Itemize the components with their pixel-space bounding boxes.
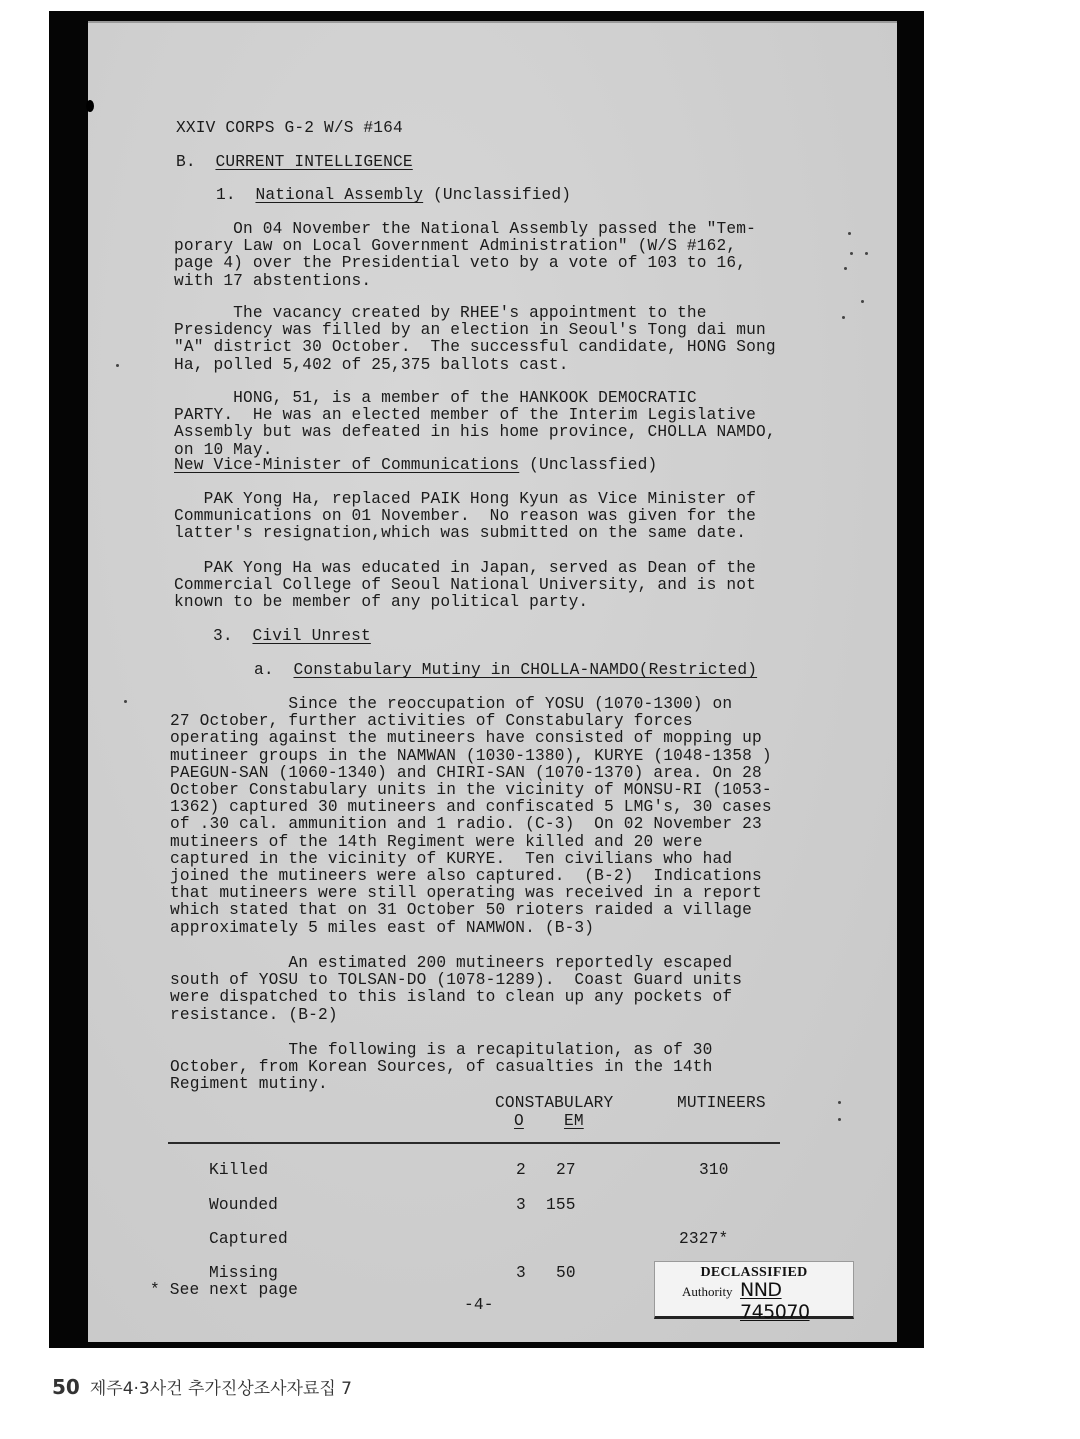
text-line: October, from Korean Sources, of casualties in the 14th [170, 1058, 713, 1077]
subitem-title: Constabulary Mutiny in CHOLLA-NAMDO(Restricted) [293, 661, 758, 679]
paragraph [174, 305, 776, 374]
speck-mark [861, 300, 864, 303]
paragraph [174, 560, 756, 612]
speck-mark [865, 252, 868, 255]
text-line: Communications on 01 November. No reason was given for the [174, 507, 756, 526]
cell-officers: 3 [516, 1264, 526, 1282]
text-line: were dispatched to this island to clean up any pockets of [170, 988, 733, 1007]
item-title: Civil Unrest [252, 627, 371, 645]
row-label: Wounded [209, 1196, 279, 1214]
text-line: 27 October, further activities of Constabulary forces [170, 712, 693, 731]
text-line: Ha, polled 5,402 of 25,375 ballots cast. [174, 355, 569, 374]
text-line: PAK Yong Ha, replaced PAIK Hong Kyun as Vice Minister of [174, 490, 756, 508]
text-line: PAK Yong Ha was educated in Japan, served as Dean of the [174, 559, 756, 577]
row-label: Missing [209, 1264, 279, 1282]
paragraph [174, 491, 756, 543]
text-line: The vacancy created by RHEE's appointment to the [174, 304, 707, 322]
cell-enlisted: 50 [556, 1264, 576, 1282]
text-line: Presidency was filled by an election in Seoul's Tong dai mun [174, 321, 766, 340]
text-line: HONG, 51, is a member of the HANKOOK DEMOCRATIC [174, 389, 697, 407]
text-line: of .30 cal. ammunition and 1 radio. (C-3) On 02 November 23 [170, 815, 762, 834]
speck-mark [850, 252, 853, 255]
cell-officers: 3 [516, 1196, 526, 1214]
text-line: latter's resignation,which was submitted on the same date. [174, 524, 747, 543]
text-line: page 4) over the Presidential veto by a vote of 103 to 16, [174, 254, 747, 273]
text-line: October Constabulary units in the vicinity of MONSU-RI (1053- [170, 781, 772, 800]
text-line: The following is a recapitulation, as of 30 [170, 1041, 713, 1059]
speck-mark [116, 364, 119, 367]
stamp-authority-label: Authority [682, 1284, 733, 1299]
item-heading-civil-unrest [213, 628, 371, 645]
item-classification: (Unclassified) [433, 186, 572, 204]
item-heading-vice-minister [174, 457, 657, 474]
footnote: * See next page [150, 1281, 298, 1299]
text-line: PARTY. He was an elected member of the Interim Legislative [174, 406, 756, 425]
cell-officers: 2 [516, 1161, 526, 1179]
speck-mark [838, 1118, 841, 1121]
speck-mark [124, 700, 127, 703]
text-line: Assembly but was defeated in his home province, CHOLLA NAMDO, [174, 423, 776, 442]
item-number: 3. [213, 627, 233, 645]
text-line: south of YOSU to TOLSAN-DO (1078-1289). Coast Guard units [170, 971, 743, 990]
text-line: 1362) captured 30 mutineers and confiscated 5 LMG's, 30 cases [170, 798, 772, 817]
text-line: with 17 abstentions. [174, 271, 372, 290]
text-line: approximately 5 miles east of NAMWON. (B-3) [170, 918, 595, 937]
text-line: which stated that on 31 October 50 rioters raided a village [170, 901, 752, 920]
text-line: porary Law on Local Government Administration" (W/S #162, [174, 237, 737, 256]
table-header-constabulary: CONSTABULARY [495, 1094, 614, 1112]
page-number: -4- [464, 1296, 494, 1314]
table-header-mutineers: MUTINEERS [677, 1094, 766, 1112]
text-line: operating against the mutineers have consisted of mopping up [170, 729, 762, 748]
text-line: known to be member of any political party. [174, 593, 589, 612]
table-subheader-officers: O [514, 1112, 524, 1130]
section-letter: B. [176, 153, 196, 171]
cell-mutineers: 310 [699, 1161, 729, 1179]
paragraph [170, 696, 772, 937]
subitem-heading-constabulary-mutiny [254, 662, 757, 679]
text-line: "A" district 30 October. The successful candidate, HONG Song [174, 338, 776, 357]
text-line: resistance. (B-2) [170, 1005, 338, 1024]
cell-enlisted: 27 [556, 1161, 576, 1179]
paragraph [170, 1042, 713, 1094]
row-label: Captured [209, 1230, 288, 1248]
text-line: Since the reoccupation of YOSU (1070-1300) on [170, 695, 733, 713]
paragraph [170, 955, 742, 1024]
row-label: Killed [209, 1161, 269, 1179]
text-line: joined the mutineers were also captured. (B-2) Indications [170, 867, 762, 886]
punch-hole-mark [86, 100, 94, 112]
item-title: New Vice-Minister of Communications [174, 456, 520, 474]
text-line: An estimated 200 mutineers reportedly escaped [170, 954, 733, 972]
text-line: PAEGUN-SAN (1060-1340) and CHIRI-SAN (1070-1370) area. On 28 [170, 763, 762, 782]
paragraph [174, 390, 776, 459]
book-page-number: 50 [52, 1375, 80, 1399]
section-heading [176, 154, 413, 171]
declassified-stamp [654, 1261, 854, 1323]
book-title: 제주4·3사건 추가진상조사자료집 7 [89, 1379, 352, 1399]
table-divider [168, 1142, 780, 1144]
subitem-letter: a. [254, 661, 274, 679]
cell-enlisted: 155 [546, 1196, 576, 1214]
text-line: mutineers of the 14th Regiment were killed and 20 were [170, 832, 703, 851]
text-line: on 10 May. [174, 440, 273, 459]
item-title: National Assembly [255, 186, 424, 204]
item-classification: (Unclassfied) [529, 456, 658, 474]
speck-mark [842, 316, 845, 319]
table-subheader-enlisted: EM [564, 1112, 584, 1130]
paragraph [174, 221, 756, 290]
stamp-title: DECLASSIFIED [700, 1265, 808, 1280]
stamp-authority-value: NND 745070 [740, 1279, 810, 1323]
item-heading-national-assembly [216, 187, 571, 204]
text-line: Commercial College of Seoul National University, and is not [174, 576, 756, 595]
section-title: CURRENT INTELLIGENCE [215, 153, 413, 171]
text-line: captured in the vicinity of KURYE. Ten civilians who had [170, 849, 733, 868]
cell-mutineers: 2327* [679, 1230, 729, 1248]
item-number: 1. [216, 186, 236, 204]
document-header: XXIV CORPS G-2 W/S #164 [176, 119, 403, 137]
book-footer [52, 1374, 352, 1399]
speck-mark [844, 267, 847, 270]
text-line: mutineer groups in the NAMWAN (1030-1380), KURYE (1048-1358 ) [170, 746, 772, 765]
speck-mark [848, 232, 851, 235]
text-line: that mutineers were still operating was received in a report [170, 884, 762, 903]
speck-mark [838, 1101, 841, 1104]
text-line: Regiment mutiny. [170, 1075, 328, 1094]
text-line: On 04 November the National Assembly passed the "Tem- [174, 220, 756, 238]
